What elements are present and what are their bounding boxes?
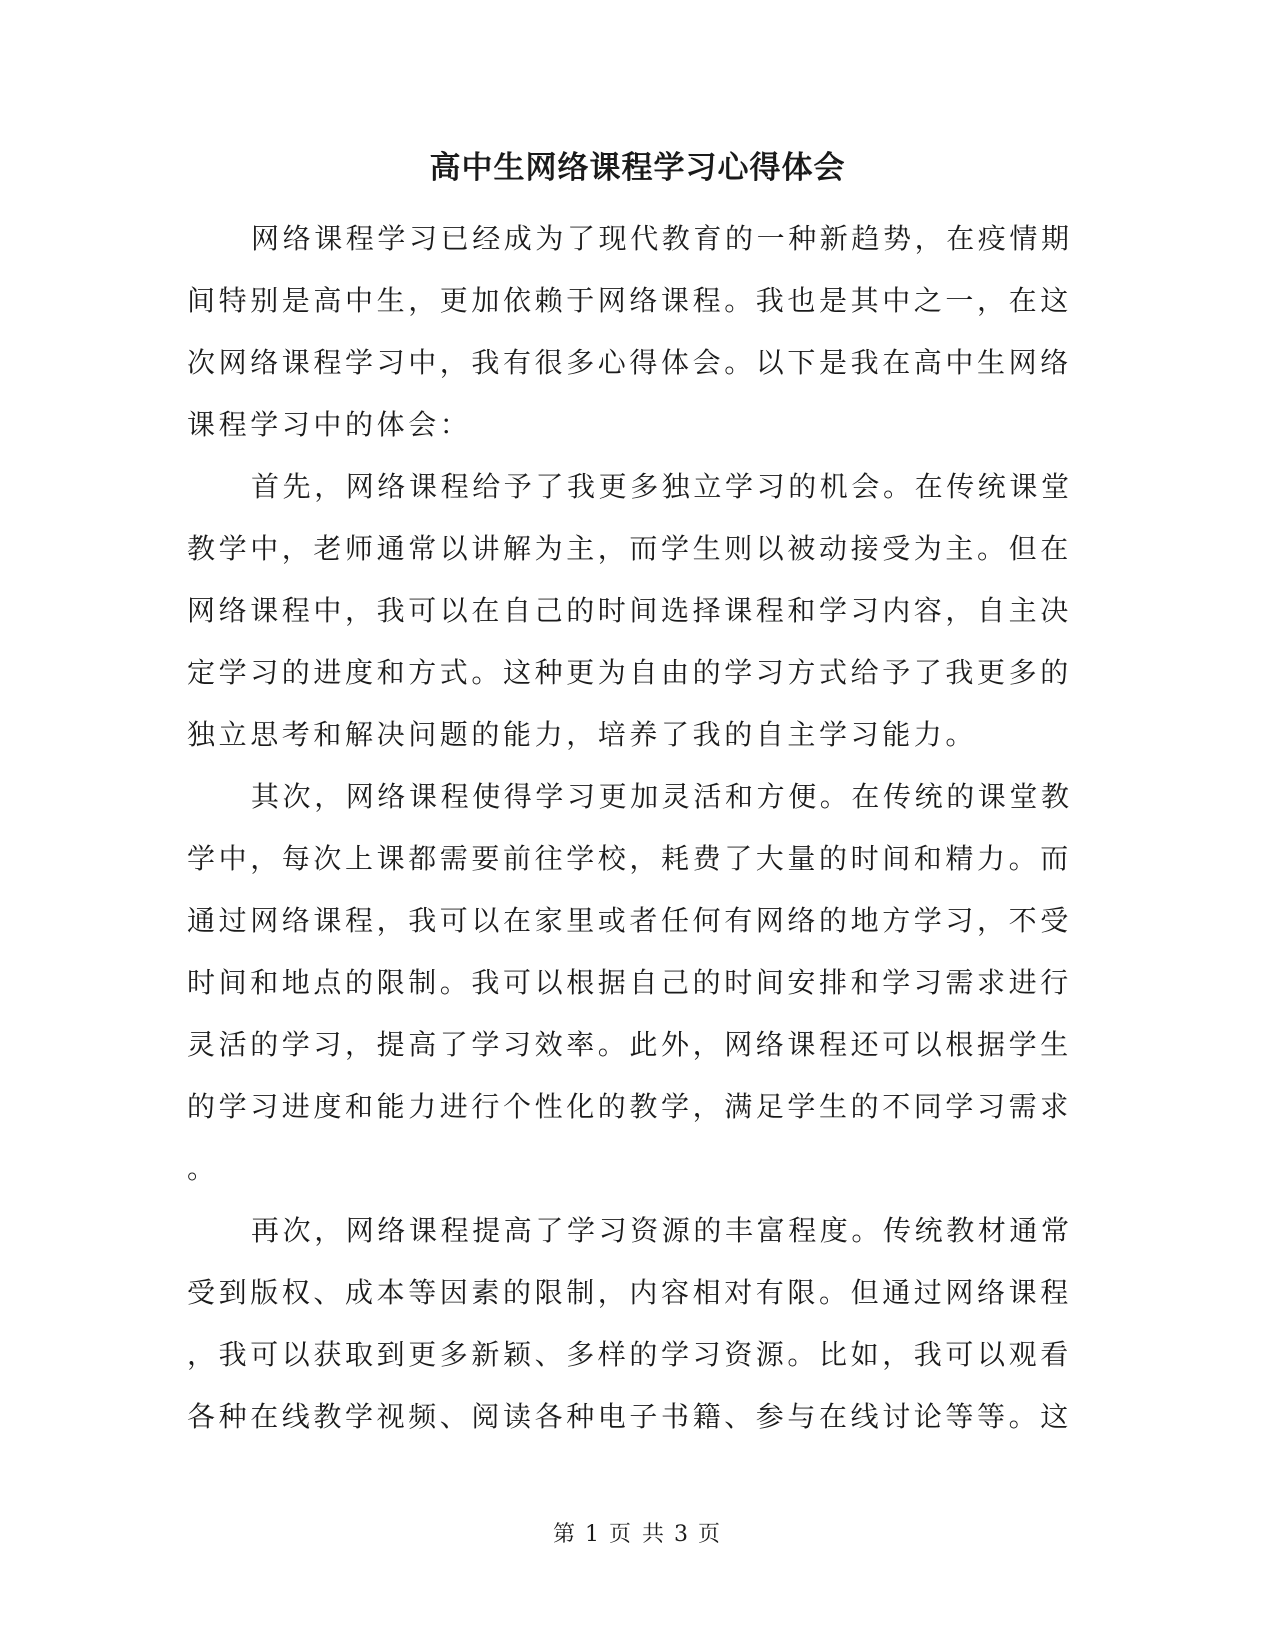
paragraph-line: 课程学习中的体会：: [187, 408, 472, 441]
paragraph-line: 时间和地点的限制。我可以根据自己的时间安排和学习需求进行: [187, 966, 1072, 999]
document-body: [187, 208, 1073, 1448]
paragraph-line: 独立思考和解决问题的能力，培养了我的自主学习能力。: [187, 718, 978, 751]
footer-prefix: 第: [552, 1522, 577, 1547]
paragraph-line: ，我可以获取到更多新颖、多样的学习资源。比如，我可以观看: [187, 1338, 1072, 1371]
paragraph-line: 其次，网络课程使得学习更加灵活和方便。在传统的课堂教: [251, 780, 1073, 813]
paragraph-line: 间特别是高中生，更加依赖于网络课程。我也是其中之一，在这: [187, 284, 1072, 317]
footer-total-pages: 3: [674, 1522, 690, 1547]
paragraph-line: 定学习的进度和方式。这种更为自由的学习方式给予了我更多的: [187, 656, 1072, 689]
paragraph-line: 灵活的学习，提高了学习效率。此外，网络课程还可以根据学生: [187, 1028, 1072, 1061]
paragraph-line: 。: [187, 1152, 219, 1185]
footer-middle: 页 共: [609, 1522, 666, 1547]
paragraph-line: 的学习进度和能力进行个性化的教学，满足学生的不同学习需求: [187, 1090, 1072, 1123]
paragraph-line: 教学中，老师通常以讲解为主，而学生则以被动接受为主。但在: [187, 532, 1072, 565]
footer-suffix: 页: [698, 1522, 723, 1547]
paragraph-line: 网络课程中，我可以在自己的时间选择课程和学习内容，自主决: [187, 594, 1072, 627]
paragraph-line: 受到版权、成本等因素的限制，内容相对有限。但通过网络课程: [187, 1276, 1072, 1309]
paragraph-line: 网络课程学习已经成为了现代教育的一种新趋势，在疫情期: [251, 222, 1073, 255]
paragraph-line: 通过网络课程，我可以在家里或者任何有网络的地方学习，不受: [187, 904, 1072, 937]
footer-page-number: 1: [585, 1522, 601, 1547]
paragraph-line: 各种在线教学视频、阅读各种电子书籍、参与在线讨论等等。这: [187, 1400, 1072, 1433]
paragraph-line: 学中，每次上课都需要前往学校，耗费了大量的时间和精力。而: [187, 842, 1072, 875]
paragraph-line: 首先，网络课程给予了我更多独立学习的机会。在传统课堂: [251, 470, 1073, 503]
paragraph-line: 再次，网络课程提高了学习资源的丰富程度。传统教材通常: [251, 1214, 1073, 1247]
document-title: 高中生网络课程学习心得体会: [429, 150, 846, 186]
paragraph-line: 次网络课程学习中，我有很多心得体会。以下是我在高中生网络: [187, 346, 1072, 379]
page-footer: [0, 1520, 1275, 1550]
